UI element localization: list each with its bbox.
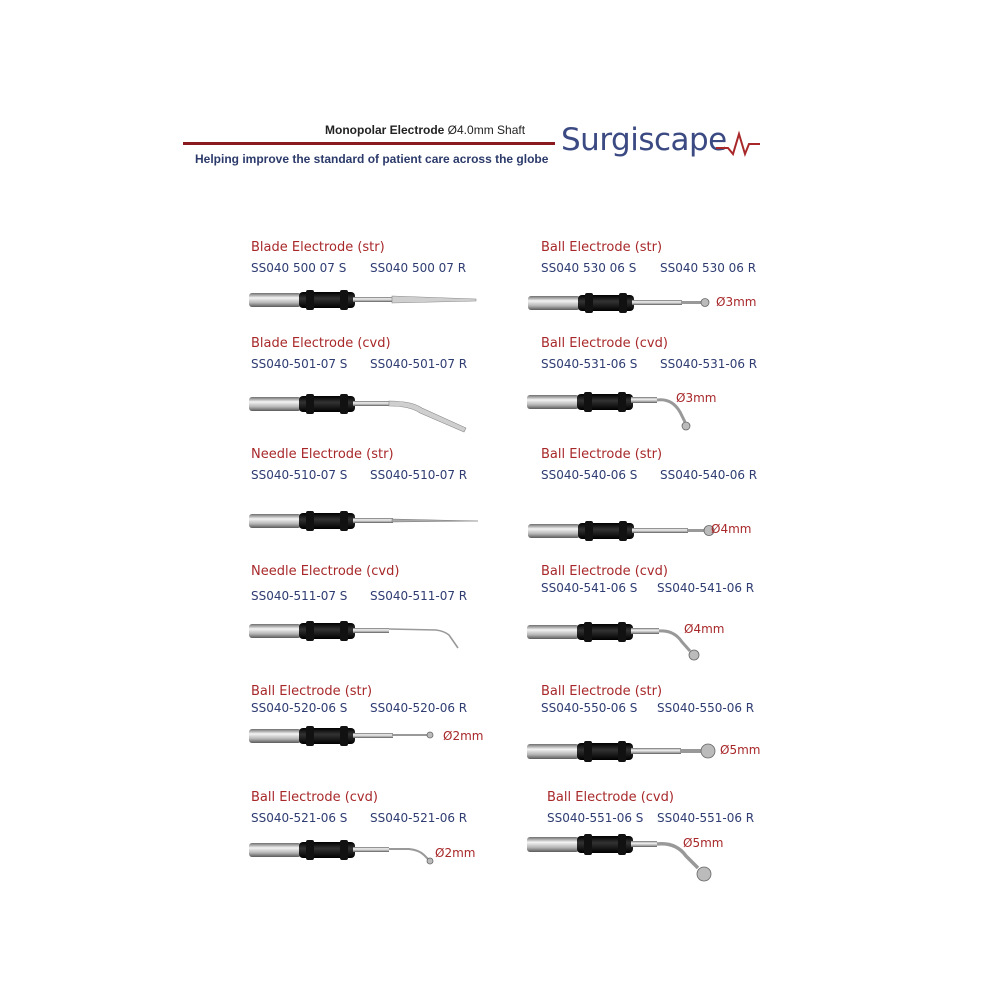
product-codes <box>251 589 491 605</box>
product-code-s: SS040-550-06 S <box>541 701 638 715</box>
product-codes <box>541 581 781 597</box>
product-ball-cvd-2mm <box>251 790 491 827</box>
ball-size-label: Ø5mm <box>683 836 724 850</box>
product-code-r: SS040-521-06 R <box>370 811 468 825</box>
product-code-r: SS040-541-06 R <box>657 581 755 595</box>
product-ball-cvd-5mm <box>547 790 787 827</box>
ball-size-label: Ø3mm <box>676 391 717 405</box>
product-title: Blade Electrode (cvd) <box>251 336 391 351</box>
product-code-s: SS040-521-06 S <box>251 811 348 825</box>
product-ball-cvd-4mm <box>541 564 781 597</box>
product-title: Ball Electrode (str) <box>251 684 373 699</box>
product-title: Ball Electrode (str) <box>541 684 663 699</box>
product-title: Ball Electrode (str) <box>541 240 663 255</box>
ball-curved-2mm-electrode-image <box>244 836 444 872</box>
blade-straight-electrode-image <box>244 286 484 316</box>
product-code-r: SS040-540-06 R <box>660 468 758 482</box>
product-needle-str <box>251 447 491 484</box>
product-title: Needle Electrode (str) <box>251 447 394 462</box>
product-title: Ball Electrode (cvd) <box>251 790 378 805</box>
ball-size-label: Ø2mm <box>435 846 476 860</box>
blade-curved-electrode-image <box>244 390 484 436</box>
product-code-s: SS040-520-06 S <box>251 701 348 715</box>
product-title: Ball Electrode (cvd) <box>541 564 668 579</box>
product-code-s: SS040-510-07 S <box>251 468 348 482</box>
product-codes <box>251 701 491 717</box>
product-codes <box>251 468 491 484</box>
product-codes <box>541 261 781 277</box>
needle-straight-electrode-image <box>244 507 484 537</box>
product-blade-str <box>251 240 491 277</box>
product-title: Blade Electrode (str) <box>251 240 385 255</box>
ball-straight-2mm-electrode-image <box>244 722 444 752</box>
product-code-s: SS040-551-06 S <box>547 811 644 825</box>
product-code-s: SS040-501-07 S <box>251 357 348 371</box>
product-codes <box>541 357 781 373</box>
product-code-r: SS040-551-06 R <box>657 811 755 825</box>
ball-straight-3mm-electrode-image <box>523 289 723 319</box>
ball-size-label: Ø3mm <box>716 295 757 309</box>
product-ball-str-5mm <box>541 684 781 717</box>
ball-size-label: Ø4mm <box>684 622 725 636</box>
product-ball-str-3mm <box>541 240 781 277</box>
product-codes <box>541 701 781 717</box>
ball-size-label: Ø4mm <box>711 522 752 536</box>
product-code-r: SS040-501-07 R <box>370 357 468 371</box>
brand-logo-text: Surgiscape <box>561 122 727 158</box>
product-title: Needle Electrode (cvd) <box>251 564 400 579</box>
ball-straight-5mm-electrode-image <box>522 736 722 768</box>
product-code-r: SS040 530 06 R <box>660 261 757 275</box>
product-code-s: SS040-511-07 S <box>251 589 348 603</box>
product-code-s: SS040-531-06 S <box>541 357 638 371</box>
product-code-r: SS040-550-06 R <box>657 701 755 715</box>
product-code-r: SS040-520-06 R <box>370 701 468 715</box>
product-ball-cvd-3mm <box>541 336 781 373</box>
heartbeat-logo-icon <box>716 128 760 162</box>
product-ball-str-2mm <box>251 684 491 717</box>
header-divider <box>183 142 555 145</box>
product-code-r: SS040-510-07 R <box>370 468 468 482</box>
product-code-r: SS040-511-07 R <box>370 589 468 603</box>
product-codes <box>251 811 491 827</box>
product-codes <box>541 468 781 484</box>
product-code-s: SS040 530 06 S <box>541 261 637 275</box>
product-code-s: SS040-541-06 S <box>541 581 638 595</box>
product-title: Ball Electrode (str) <box>541 447 663 462</box>
page-title-rest: Ø4.0mm Shaft <box>444 123 526 137</box>
product-title: Ball Electrode (cvd) <box>541 336 668 351</box>
product-code-s: SS040 500 07 S <box>251 261 347 275</box>
ball-straight-4mm-electrode-image <box>523 517 723 547</box>
product-codes <box>251 357 491 373</box>
product-ball-str-4mm <box>541 447 781 484</box>
product-needle-cvd <box>251 564 491 605</box>
needle-curved-electrode-image <box>244 617 484 653</box>
product-codes <box>251 261 491 277</box>
product-code-r: SS040-531-06 R <box>660 357 758 371</box>
page-title-bold: Monopolar Electrode <box>325 123 445 137</box>
product-title: Ball Electrode (cvd) <box>547 790 674 805</box>
ball-size-label: Ø5mm <box>720 743 761 757</box>
product-codes <box>547 811 787 827</box>
ball-size-label: Ø2mm <box>443 729 484 743</box>
product-blade-cvd <box>251 336 491 373</box>
product-code-r: SS040 500 07 R <box>370 261 467 275</box>
page-title <box>325 123 525 137</box>
tagline: Helping improve the standard of patient care across the globe <box>195 152 549 166</box>
product-code-s: SS040-540-06 S <box>541 468 638 482</box>
